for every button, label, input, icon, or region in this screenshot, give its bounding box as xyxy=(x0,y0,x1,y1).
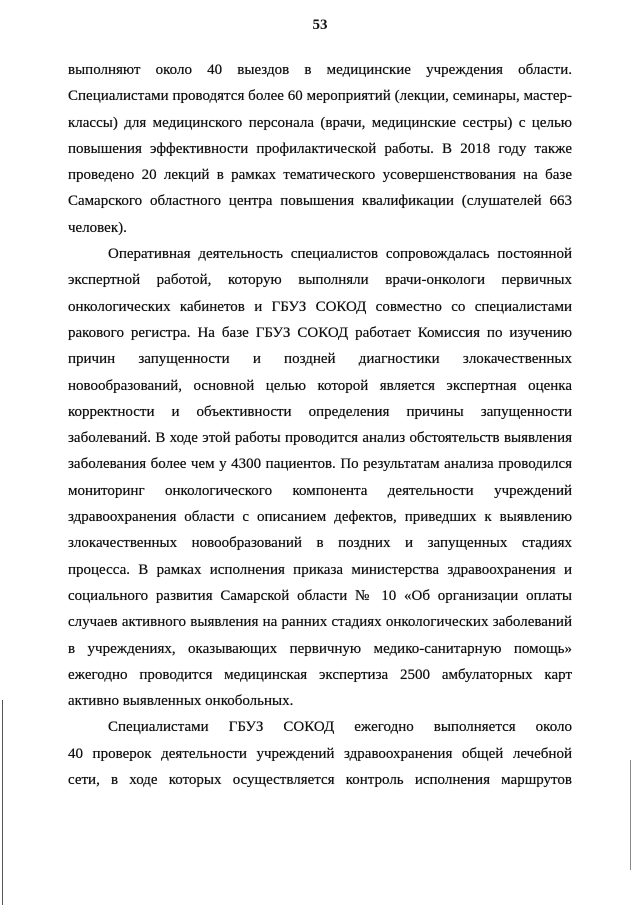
text-line: корректности и объективности определения причины запущенности xyxy=(68,403,572,420)
paragraph xyxy=(68,57,572,241)
text-line: злокачественных новообразований в поздних и запущенных стадиях xyxy=(68,535,572,552)
text-line: сети, в ходе которых осуществляется контроль исполнения маршрутов xyxy=(68,772,572,789)
text-line: Специалистами ГБУЗ СОКОД ежегодно выполняется около xyxy=(108,719,572,736)
scan-edge-line xyxy=(2,700,3,905)
text-line: ежегодно проводится медицинская экспертиза 2500 амбулаторных карт xyxy=(68,666,572,683)
text-line: выполняют около 40 выездов в медицинские учреждения области. xyxy=(68,62,572,78)
text-line: экспертной работой, которую выполняли врачи-онкологи первичных xyxy=(68,272,572,289)
text-line: Оперативная деятельность специалистов сопровождалась постоянной xyxy=(108,246,572,263)
text-line: Специалистами проводятся более 60 мероприятий (лекции, семинары, мастер- xyxy=(68,88,572,105)
text-line: причин запущенности и поздней диагностики злокачественных xyxy=(68,351,572,368)
text-line: новообразований, основной целью которой является экспертная оценка xyxy=(68,377,572,394)
text-line: классы) для медицинского персонала (врачи, медицинские сестры) с целью xyxy=(68,114,572,131)
text-line: заболевания более чем у 4300 пациентов. По результатам анализа проводился xyxy=(68,456,572,473)
text-line: Самарского областного центра повышения квалификации (слушателей 663 xyxy=(68,193,572,210)
text-line: процесса. В рамках исполнения приказа министерства здравоохранения и xyxy=(68,561,572,578)
page-number: 53 xyxy=(312,17,328,33)
text-line: активно выявленных онкобольных. xyxy=(68,693,294,710)
text-line: заболеваний. В ходе этой работы проводится анализ обстоятельств выявления xyxy=(68,430,572,447)
text-line: случаев активного выявления на ранних стадиях онкологических заболеваний xyxy=(68,614,572,631)
text-line: социального развития Самарской области № 10 «Об организации оплаты xyxy=(68,587,572,604)
scan-edge-line xyxy=(630,760,631,870)
text-line: онкологических кабинетов и ГБУЗ СОКОД совместно со специалистами xyxy=(68,298,572,315)
text-line: повышения эффективности профилактической работы. В 2018 году также xyxy=(68,140,572,157)
document-body xyxy=(68,57,572,793)
text-line: проведено 20 лекций в рамках тематического усовершенствования на базе xyxy=(68,167,572,184)
text-line: человек). xyxy=(68,219,127,236)
text-line: в учреждениях, оказывающих первичную медико-санитарную помощь» xyxy=(68,640,572,657)
paragraph xyxy=(68,714,572,793)
text-line: мониторинг онкологического компонента деятельности учреждений xyxy=(68,482,572,499)
text-line: ракового регистра. На базе ГБУЗ СОКОД работает Комиссия по изучению xyxy=(68,324,572,341)
text-line: 40 проверок деятельности учреждений здравоохранения общей лечебной xyxy=(68,745,572,762)
text-line: здравоохранения области с описанием дефектов, приведших к выявлению xyxy=(68,509,572,526)
paragraph xyxy=(68,241,572,714)
